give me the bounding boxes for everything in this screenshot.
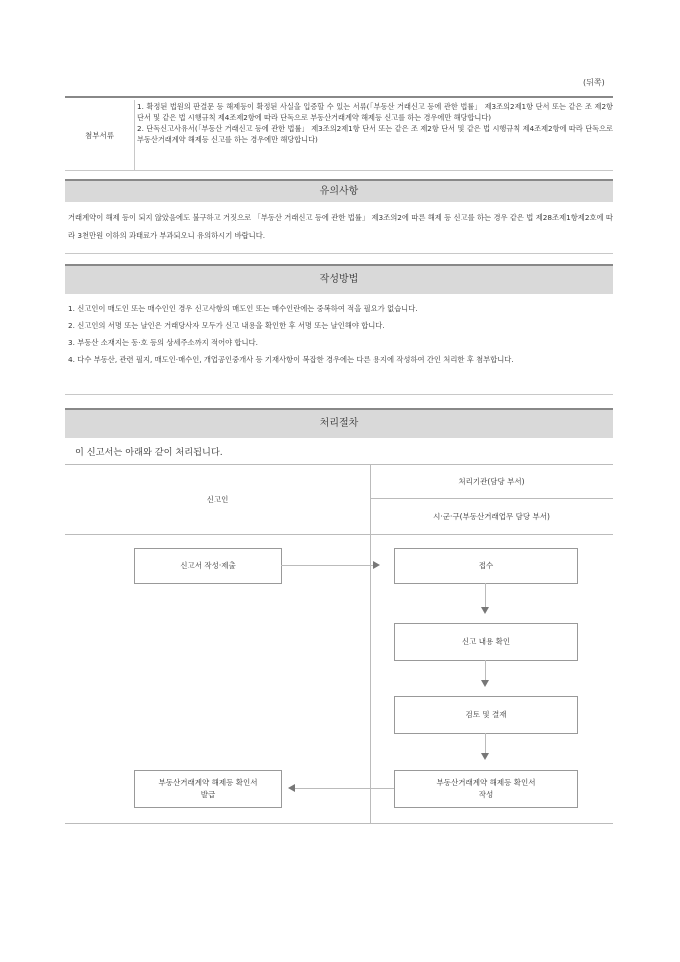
instruction-item-4: 4. 다수 부동산, 관련 필지, 매도인·매수인, 개업공인중개사 등 기재사항이 복잡한 경우에는 다른 용지에 작성하여 간인 처리한 후 첨부합니다.	[68, 355, 514, 364]
arrow-down-icon	[481, 753, 489, 760]
step-receive: 접수	[394, 548, 578, 584]
attachments-bottom-rule	[65, 170, 613, 171]
step-create-line1: 부동산거래계약 해제등 확인서	[436, 778, 536, 787]
notice-bottom-rule	[65, 253, 613, 254]
step-submit: 신고서 작성·제출	[134, 548, 282, 584]
notice-title: 유의사항	[65, 179, 613, 202]
attachments-label: 첨부서류	[85, 130, 114, 140]
notice-text	[68, 209, 613, 245]
flow-table-bottom	[65, 823, 613, 824]
arrow-down-icon	[481, 607, 489, 614]
procedure-title: 처리절차	[65, 408, 613, 438]
step-issue-line1: 부동산거래계약 해제등 확인서	[158, 778, 258, 787]
col-agency-dept: 시·군·구(부동산거래업무 담당 부서)	[433, 511, 550, 521]
instructions-list	[68, 300, 613, 368]
col-applicant: 신고인	[206, 494, 229, 504]
connector-receive-check	[485, 583, 486, 608]
page-side-label: (뒤쪽)	[583, 78, 605, 87]
instructions-title: 작성방법	[65, 264, 613, 294]
notice-body: 거래계약이 해제 등이 되지 않았음에도 불구하고 거짓으로 「부동산 거래신고 등에 관한 법률」 제3조의2에 따른 해제 등 신고를 하는 경우 같은 법 제28조제1항제2호에 따라 3천만원 이하의 과태료가 부과되오니 유의하시기 바랍니다.	[68, 213, 613, 240]
instruction-item-1: 1. 신고인이 매도인 또는 매수인인 경우 신고사항의 매도인 또는 매수인란에는 중복하여 적을 필요가 없습니다.	[68, 304, 418, 313]
connector-check-review	[485, 660, 486, 681]
connector-create-issue	[295, 788, 394, 789]
attachment-item-1: 1. 확정된 법원의 판결문 등 해제등이 확정된 사실을 입증할 수 있는 서류(「부동산 거래신고 등에 관한 법률」 제3조의2제1항 단서 또는 같은 조 제2항 단서 및 같은 법 시행규칙 제4조제2항에 따라 단독으로 부동산거래계약 해제등 신고를 하는 경우에만 해당합니다)	[137, 102, 613, 122]
step-check: 신고 내용 확인	[394, 623, 578, 661]
col-agency: 처리기관(담당 부서)	[458, 476, 525, 486]
step-issue-certificate	[134, 770, 282, 808]
instruction-item-3: 3. 부동산 소재지는 동·호 등의 상세주소까지 적어야 합니다.	[68, 338, 258, 347]
attachment-item-2: 2. 단독신고사유서(「부동산 거래신고 등에 관한 법률」 제3조의2제1항 단서 또는 같은 조 제2항 단서 및 같은 법 시행규칙 제4조제2항에 따라 단독으로 부동산거래계약 해제등 신고를 하는 경우에만 해당합니다)	[137, 124, 613, 144]
step-issue-line2: 발급	[200, 790, 216, 799]
arrow-down-icon	[481, 680, 489, 687]
procedure-intro: 이 신고서는 아래와 같이 처리됩니다.	[75, 447, 223, 458]
instructions-bottom-rule	[65, 394, 613, 395]
step-create-line2: 작성	[478, 790, 494, 799]
instruction-item-2: 2. 신고인의 서명 또는 날인은 거래당사자 모두가 신고 내용을 확인한 후 서명 또는 날인해야 합니다.	[68, 321, 385, 330]
arrow-left-icon	[288, 784, 295, 792]
arrow-right-icon	[373, 561, 380, 569]
step-review: 검토 및 결재	[394, 696, 578, 734]
step-create-certificate	[394, 770, 578, 808]
connector-review-create	[485, 733, 486, 754]
attachments-divider	[134, 100, 135, 170]
top-rule	[65, 96, 613, 98]
attachments-list	[137, 101, 613, 145]
flow-table-header-bottom	[65, 534, 613, 535]
connector-submit-receive	[281, 565, 373, 566]
